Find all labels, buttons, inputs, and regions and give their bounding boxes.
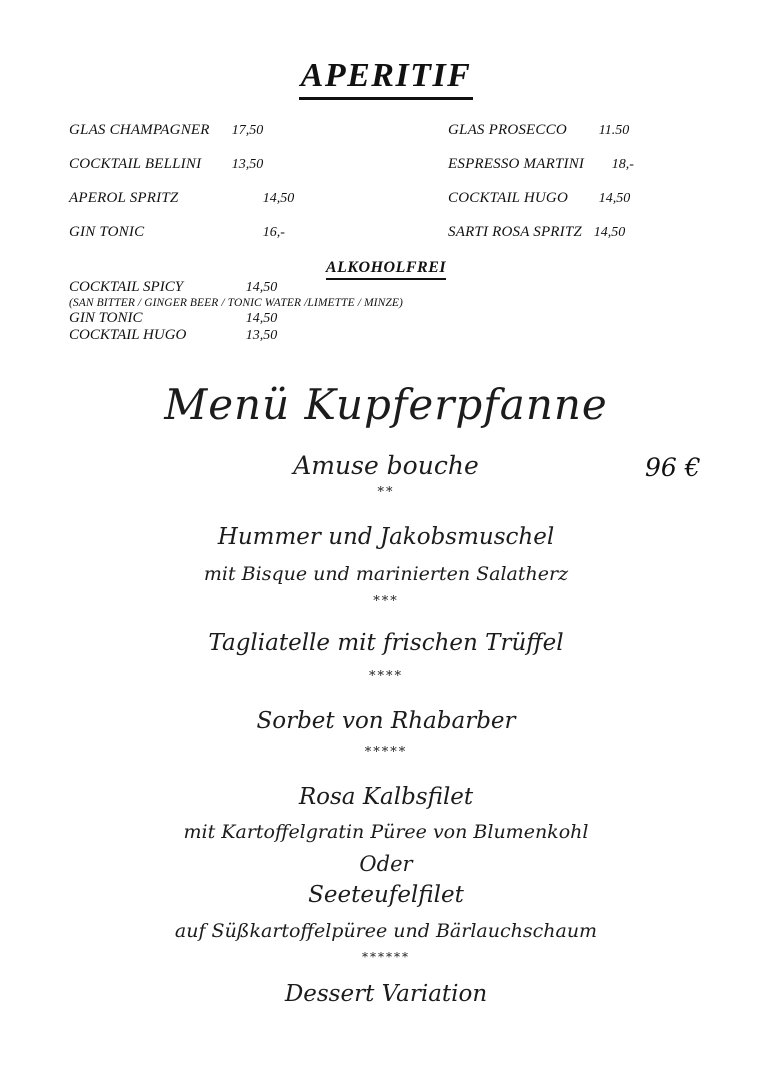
drink-name: GIN TONIC bbox=[69, 310, 143, 326]
drink-name: GLAS PROSECCO bbox=[448, 122, 567, 138]
drink-name: COCKTAIL HUGO bbox=[448, 190, 568, 206]
aperitif-left-column bbox=[69, 122, 294, 258]
course-description: mit Bisque und marinierten Salatherz bbox=[203, 563, 569, 585]
alkoholfrei-items bbox=[69, 279, 403, 344]
course-description: auf Süßkartoffelpüree und Bärlauchschaum bbox=[174, 920, 598, 942]
drink-price: 11.50 bbox=[598, 123, 630, 138]
drink-price: 16,- bbox=[262, 225, 285, 240]
drink-row bbox=[69, 310, 403, 327]
drink-price: 14,50 bbox=[245, 311, 278, 326]
drink-price: 13,50 bbox=[245, 328, 278, 343]
drink-row bbox=[448, 190, 634, 224]
menu-price: 96 € bbox=[645, 453, 701, 482]
drink-row bbox=[69, 190, 294, 224]
drink-row bbox=[69, 279, 403, 296]
course-description: mit Kartoffelgratin Püree von Blumenkohl bbox=[183, 821, 589, 843]
drink-ingredients-note: (SAN BITTER / GINGER BEER / TONIC WATER /LIMETTE / MINZE) bbox=[69, 297, 403, 309]
course-name: Dessert Variation bbox=[284, 981, 488, 1007]
drink-row bbox=[69, 122, 294, 156]
course-separator: ** bbox=[377, 485, 395, 500]
drink-row bbox=[448, 122, 634, 156]
drink-price: 14,50 bbox=[593, 225, 626, 240]
drink-row bbox=[448, 156, 634, 190]
drink-name: SARTI ROSA SPRITZ bbox=[448, 224, 582, 240]
aperitif-title: APERITIF bbox=[299, 57, 474, 100]
course-name: Seeteufelfilet bbox=[308, 882, 464, 908]
drink-name: GIN TONIC bbox=[69, 224, 145, 240]
aperitif-title-row bbox=[0, 57, 772, 100]
drink-price: 14,50 bbox=[245, 280, 278, 295]
course-separator: ****** bbox=[362, 950, 410, 964]
drink-price: 18,- bbox=[611, 157, 634, 172]
drink-row bbox=[448, 224, 634, 258]
drink-name: COCKTAIL BELLINI bbox=[69, 156, 202, 172]
drink-name: APEROL SPRITZ bbox=[69, 190, 179, 206]
course-separator: ***** bbox=[364, 745, 408, 760]
drink-row bbox=[69, 156, 294, 190]
drink-price: 14,50 bbox=[598, 191, 631, 206]
drink-price: 17,50 bbox=[231, 123, 264, 138]
drink-row bbox=[69, 327, 403, 344]
course-name: Tagliatelle mit frischen Trüffel bbox=[208, 630, 564, 656]
course-separator: **** bbox=[369, 669, 403, 684]
menu-title: Menü Kupferpfanne bbox=[164, 380, 608, 429]
drink-price: 13,50 bbox=[231, 157, 264, 172]
course-name: Rosa Kalbsfilet bbox=[298, 784, 474, 810]
course-separator: *** bbox=[373, 594, 399, 609]
course-name: Hummer und Jakobsmuschel bbox=[217, 524, 555, 550]
alkoholfrei-title: ALKOHOLFREI bbox=[326, 259, 446, 280]
course-name: Amuse bouche bbox=[293, 451, 479, 480]
drink-row bbox=[69, 224, 294, 258]
course-name: Sorbet von Rhabarber bbox=[256, 708, 516, 734]
drink-name: ESPRESSO MARTINI bbox=[448, 156, 585, 172]
drink-name: COCKTAIL HUGO bbox=[69, 327, 187, 343]
drink-price: 14,50 bbox=[262, 191, 295, 206]
course-connector: Oder bbox=[359, 852, 413, 876]
aperitif-right-column bbox=[448, 122, 634, 258]
alkoholfrei-title-row bbox=[0, 259, 772, 280]
drink-name: GLAS CHAMPAGNER bbox=[69, 122, 210, 138]
drink-name: COCKTAIL SPICY bbox=[69, 279, 184, 295]
